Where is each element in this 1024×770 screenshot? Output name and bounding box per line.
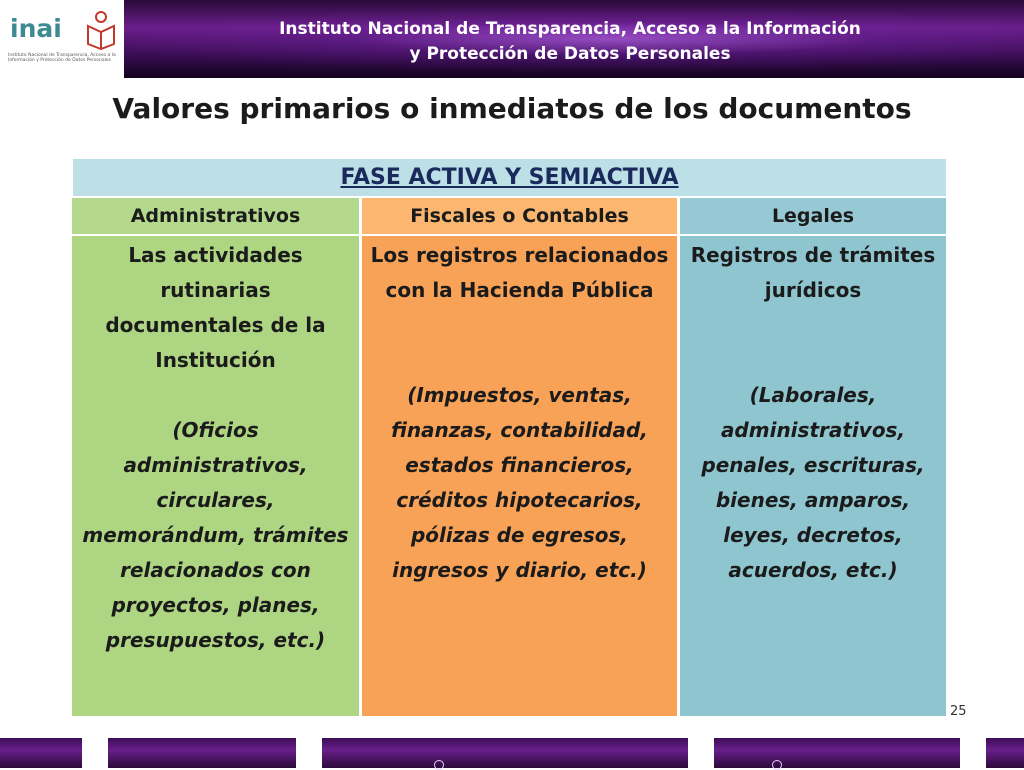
column-cell-legales: [680, 236, 946, 716]
phase-header: FASE ACTIVA Y SEMIACTIVA: [72, 158, 947, 197]
values-table: [72, 158, 947, 716]
cell-main-text: Registros de trámites jurídicos: [690, 243, 936, 302]
cell-examples-text: (Laborales, administrativos, penales, escrituras, bienes, amparos, leyes, decretos, acuerdos, etc.): [701, 383, 925, 582]
slide-title: Valores primarios o inmediatos de los documentos: [112, 92, 912, 125]
column-header-legales: Legales: [680, 198, 946, 234]
cell-examples-text: (Oficios administrativos, circulares, memorándum, trámites relacionados con proyectos, planes, presupuestos, etc.): [82, 418, 349, 652]
institution-name: [170, 17, 970, 67]
footer-dot-icon: [434, 760, 444, 770]
cell-examples-text: (Impuestos, ventas, finanzas, contabilidad, estados financieros, créditos hipotecarios, pólizas de egresos, ingresos y diario, etc.): [391, 383, 648, 582]
column-header-administrativos: Administrativos: [72, 198, 359, 234]
footer-logo-icon: [688, 738, 714, 768]
column-cell-fiscales: [362, 236, 677, 716]
footer-dot-icon: [772, 760, 782, 770]
cell-main-text: Las actividades rutinarias documentales de la Institución: [105, 243, 326, 372]
cell-main-text: Los registros relacionados con la Hacienda Pública: [370, 243, 669, 302]
logo-subtitle: Instituto Nacional de Transparencia, Acceso a la Información y Protección de Datos Personales: [8, 53, 116, 63]
footer-logo-icon: [296, 738, 322, 768]
logo-text: inai: [10, 14, 62, 43]
footer-logo-icon: [960, 738, 986, 768]
header-banner: [0, 0, 1024, 78]
inai-logo: [0, 0, 124, 78]
person-book-icon: [84, 10, 118, 50]
column-cell-administrativos: [72, 236, 359, 716]
page-number: 25: [950, 704, 967, 719]
footer-logo-icon: [82, 738, 108, 768]
institution-line-2: y Protección de Datos Personales: [409, 44, 731, 64]
footer-banner: [0, 738, 1024, 768]
column-header-fiscales: Fiscales o Contables: [362, 198, 677, 234]
institution-line-1: Instituto Nacional de Transparencia, Acceso a la Información: [279, 19, 861, 39]
